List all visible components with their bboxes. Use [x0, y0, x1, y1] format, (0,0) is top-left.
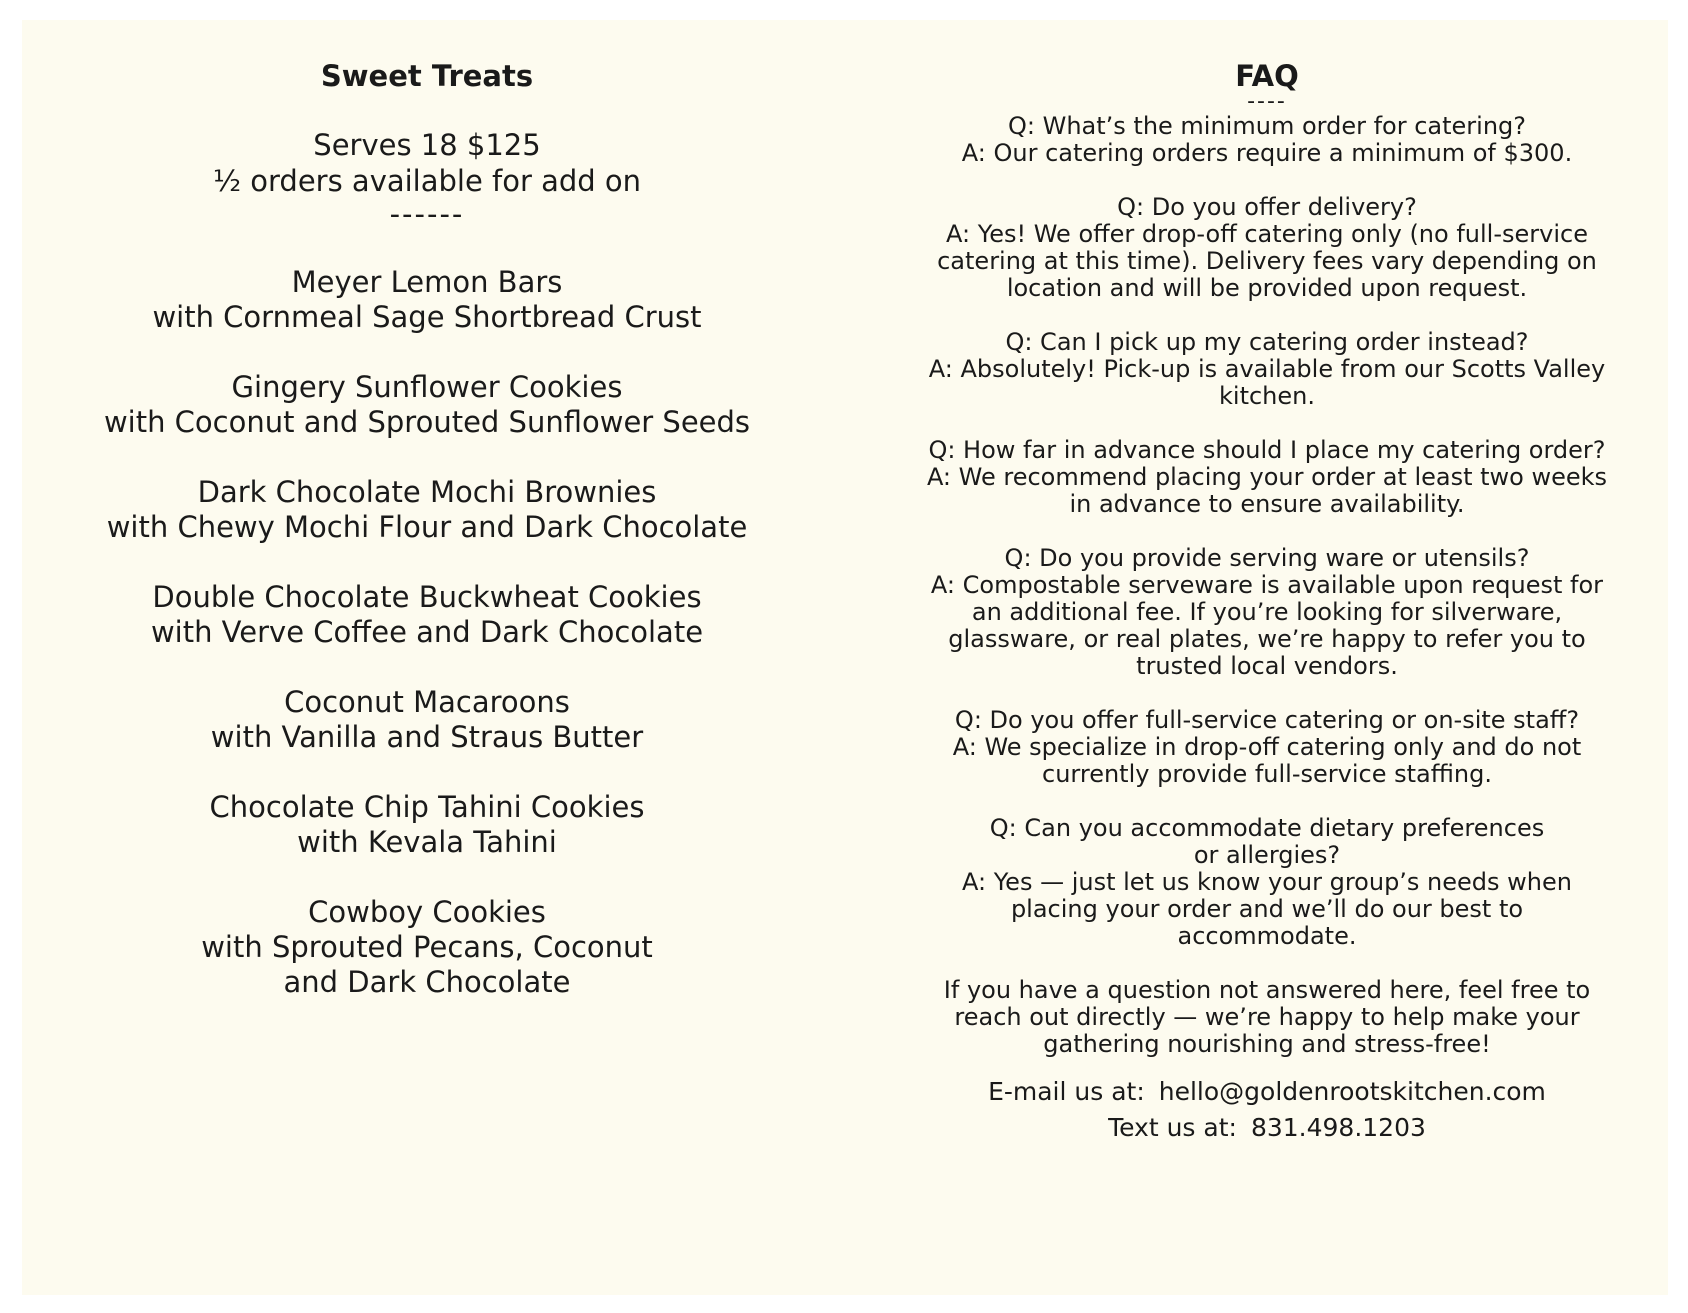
faq-item	[902, 437, 1632, 518]
faq-list	[902, 113, 1632, 950]
menu-item-name: Meyer Lemon Bars	[291, 265, 563, 299]
menu-item	[22, 475, 832, 545]
text-label: Text us at:	[1108, 1113, 1237, 1142]
menu-item-name: Chocolate Chip Tahini Cookies	[209, 790, 645, 824]
faq-question: Q: How far in advance should I place my catering order?	[928, 436, 1606, 464]
menu-item-name: Cowboy Cookies	[308, 895, 546, 929]
faq-item	[902, 707, 1632, 788]
email-label: E-mail us at:	[988, 1077, 1145, 1106]
menu-item	[22, 265, 832, 335]
faq-question: Q: Can I pick up my catering order instead?	[1005, 328, 1529, 356]
menu-item-detail: with Coconut and Sprouted Sunflower Seeds	[103, 405, 751, 439]
serves-price: Serves 18 $125	[313, 128, 541, 162]
faq-question: Q: What’s the minimum order for catering?	[1007, 112, 1526, 140]
menu-page	[22, 20, 1668, 1295]
faq-item	[902, 194, 1632, 302]
faq-answer: A: Absolutely! Pick-up is available from our Scotts Valley kitchen.	[928, 355, 1606, 410]
serving-info	[22, 127, 832, 229]
faq-answer: A: We specialize in drop-off catering only and do not currently provide full-service staffing.	[952, 733, 1582, 788]
menu-item	[22, 895, 832, 1000]
sweet-treats-column	[22, 20, 832, 1035]
menu-item-detail: with Sprouted Pecans, Coconut and Dark Chocolate	[201, 930, 653, 999]
phone-line	[902, 1110, 1632, 1146]
menu-item	[22, 790, 832, 860]
faq-question: Q: Can you accommodate dietary preferences or allergies?	[989, 814, 1545, 869]
faq-column	[902, 20, 1632, 1146]
menu-item-name: Double Chocolate Buckwheat Cookies	[152, 580, 702, 614]
faq-answer: A: Compostable serveware is available upon request for an additional fee. If you’re looking for silverware, glassware, or real plates, we’re happy to refer you to trusted local vendors.	[930, 571, 1604, 680]
menu-item-detail: with Kevala Tahini	[297, 825, 557, 859]
email-line	[902, 1074, 1632, 1110]
menu-item-detail: with Cornmeal Sage Shortbread Crust	[152, 300, 702, 334]
faq-answer: A: Yes — just let us know your group’s needs when placing your order and we’ll do our best to accommodate.	[962, 868, 1572, 950]
divider: ------	[389, 197, 465, 231]
menu-item-name: Coconut Macaroons	[284, 685, 570, 719]
section-title-sweet-treats: Sweet Treats	[320, 59, 534, 93]
contact-info	[902, 1074, 1632, 1146]
menu-item-name: Dark Chocolate Mochi Brownies	[197, 475, 657, 509]
faq-answer: A: Our catering orders require a minimum of $300.	[961, 139, 1573, 167]
faq-divider: ----	[1247, 89, 1287, 114]
menu-item	[22, 370, 832, 440]
menu-item	[22, 580, 832, 650]
menu-item	[22, 685, 832, 755]
section-title-faq: FAQ	[1235, 59, 1299, 93]
faq-question: Q: Do you offer full-service catering or on-site staff?	[954, 706, 1580, 734]
closing-note: If you have a question not answered here, feel free to reach out directly — we’re happy to help make your gathering nourishing and stress-free!	[943, 976, 1591, 1058]
menu-item-detail: with Vanilla and Straus Butter	[210, 720, 644, 754]
faq-question: Q: Do you provide serving ware or utensils?	[1004, 544, 1530, 572]
menu-item-detail: with Chewy Mochi Flour and Dark Chocolate	[106, 510, 748, 544]
faq-item	[902, 329, 1632, 410]
faq-answer: A: Yes! We offer drop-off catering only (no full-service catering at this time). Delivery fees vary depending on location and will be provided upon request.	[937, 220, 1597, 302]
faq-item	[902, 113, 1632, 167]
faq-question: Q: Do you offer delivery?	[1117, 193, 1417, 221]
menu-item-detail: with Verve Coffee and Dark Chocolate	[150, 615, 704, 649]
faq-item	[902, 545, 1632, 680]
menu-list	[22, 265, 832, 1000]
half-orders-note: ½ orders available for add on	[212, 164, 642, 198]
phone-number[interactable]: 831.498.1203	[1250, 1113, 1426, 1142]
email-address[interactable]: hello@goldenrootskitchen.com	[1158, 1077, 1546, 1106]
menu-item-name: Gingery Sunflower Cookies	[231, 370, 623, 404]
faq-answer: A: We recommend placing your order at least two weeks in advance to ensure availability.	[926, 463, 1608, 518]
faq-item	[902, 815, 1632, 950]
